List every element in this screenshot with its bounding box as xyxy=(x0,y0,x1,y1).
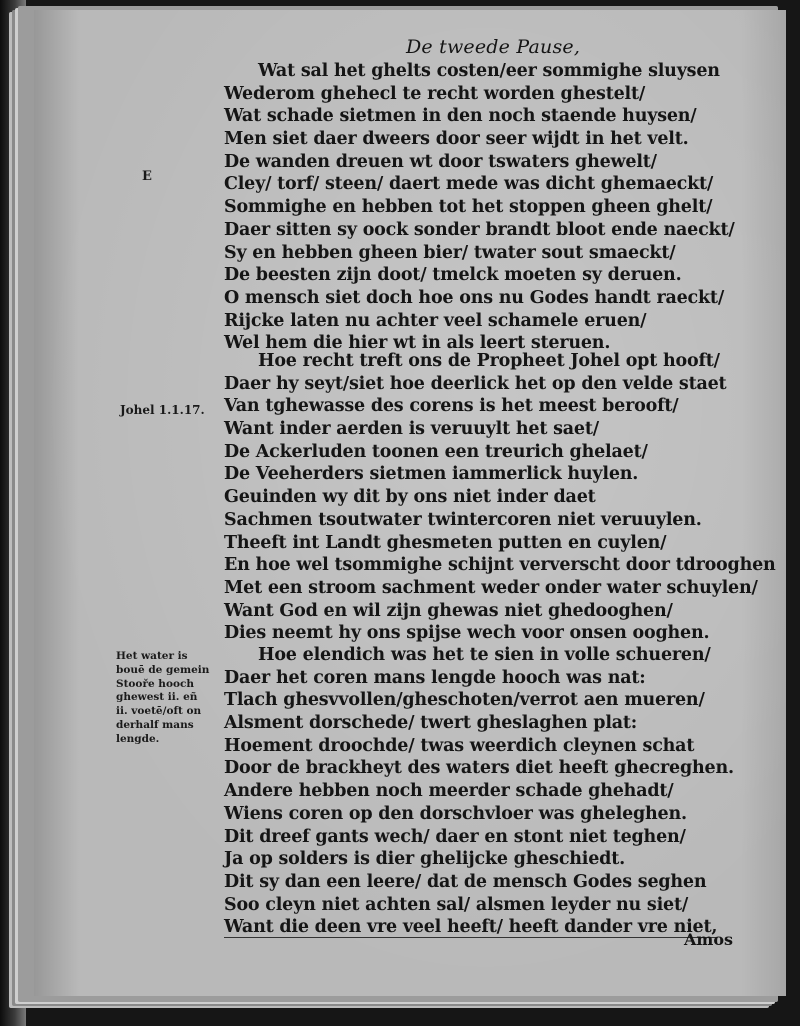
margin-note-line: lengde. xyxy=(116,732,160,745)
verse-line-text: Want die deen vre veel heeft/ heeft dander vre niet, xyxy=(224,917,718,938)
verse-line: Hoe elendich was het te sien in volle schueren/ xyxy=(258,645,711,665)
verse-line: Daer het coren mans lengde hooch was nat: xyxy=(224,667,646,688)
margin-reference: Johel 1.1.17. xyxy=(120,403,205,417)
verse-line xyxy=(224,916,734,939)
verse-line: Daer hy seyt/siet hoe deerlick het op den velde staet xyxy=(224,373,727,394)
margin-note-line: bouē de gemein xyxy=(116,663,210,676)
stanza-1 xyxy=(224,60,735,355)
verse-line: Want God en wil zijn ghewas niet ghedooghen/ xyxy=(224,600,673,621)
verse-line: Alsment dorschede/ twert gheslaghen plat: xyxy=(224,713,638,734)
verse-line: Met een stroom sachment weder onder water schuylen/ xyxy=(224,577,758,598)
verse-line: Door de brackheyt des waters diet heeft ghecreghen. xyxy=(224,758,734,779)
verse-line: De Veeherders sietmen iammerlick huylen. xyxy=(224,464,639,485)
verse-line: Want inder aerden is veruuylt het saet/ xyxy=(224,419,599,440)
verse-line: Theeft int Landt ghesmeten putten en cuylen/ xyxy=(224,532,667,553)
book-page xyxy=(34,10,786,996)
verse-line: Wel hem die hier wt in als leert steruen. xyxy=(224,333,611,354)
verse-line: De wanden dreuen wt door tswaters ghewelt/ xyxy=(224,151,657,172)
verse-line: En hoe wel tsommighe schijnt ververscht door tdrooghen xyxy=(224,555,776,576)
verse-line: Daer sitten sy oock sonder brandt bloot ende naeckt/ xyxy=(224,219,735,240)
verse-line: Tlach ghesvvollen/gheschoten/verrot aen mueren/ xyxy=(224,690,705,711)
running-head: De tweede Pause, xyxy=(406,36,581,58)
margin-note-line: derhalf mans xyxy=(116,718,194,731)
verse-line: Hoement droochde/ twas weerdich cleynen schat xyxy=(224,735,695,756)
verse-line: Dit sy dan een leere/ dat de mensch Godes seghen xyxy=(224,871,707,892)
verse-line: Sachmen tsoutwater twintercoren niet veruuylen. xyxy=(224,509,702,530)
verse-line: De Ackerluden toonen een treurich ghelaet/ xyxy=(224,441,648,462)
verse-line: De beesten zijn doot/ tmelck moeten sy deruen. xyxy=(224,265,682,286)
verse-line: Soo cleyn niet achten sal/ alsmen leyder nu siet/ xyxy=(224,894,689,915)
verse-line: O mensch siet doch hoe ons nu Godes handt raeckt/ xyxy=(224,287,725,308)
margin-note-line: ii. voetē/oft on xyxy=(116,705,202,718)
margin-mark: E xyxy=(142,169,152,184)
verse-line: Men siet daer dweers door seer wijdt in het velt. xyxy=(224,129,689,150)
verse-line: Ja op solders is dier ghelijcke gheschiedt. xyxy=(224,849,625,870)
verse-line: Dies neemt hy ons spijse wech voor onsen ooghen. xyxy=(224,623,710,644)
margin-note-line: ghewest ii. eñ xyxy=(116,691,198,704)
verse-line: Wat schade sietmen in den noch staende huysen/ xyxy=(224,106,697,127)
verse-line: Cley/ torf/ steen/ daert mede was dicht ghemaeckt/ xyxy=(224,174,714,195)
margin-note-line: Het water is xyxy=(116,650,188,662)
verse-line: Sy en hebben gheen bier/ twater sout smaeckt/ xyxy=(224,242,676,263)
verse-line: Rijcke laten nu achter veel schamele eruen/ xyxy=(224,310,647,331)
margin-note xyxy=(116,650,209,747)
margin-note-line: Stooře hooch xyxy=(116,677,194,690)
stanza-3 xyxy=(224,644,734,939)
verse-line: Sommighe en hebben tot het stoppen gheen ghelt/ xyxy=(224,197,713,218)
verse-line: Wat sal het ghelts costen/eer sommighe sluysen xyxy=(258,61,720,81)
verse-line: Wiens coren op den dorschvloer was gheleghen. xyxy=(224,803,687,824)
stanza-2 xyxy=(224,350,776,645)
catchword: Amos xyxy=(684,930,734,949)
verse-line: Hoe recht treft ons de Propheet Johel opt hooft/ xyxy=(258,351,720,371)
verse-line: Wederom ghehecl te recht worden ghestelt/ xyxy=(224,83,646,104)
verse-line: Van tghewasse des corens is het meest berooft/ xyxy=(224,396,679,417)
verse-line: Andere hebben noch meerder schade ghehadt/ xyxy=(224,781,674,802)
verse-line: Geuinden wy dit by ons niet inder daet xyxy=(224,487,596,508)
verse-line: Dit dreef gants wech/ daer en stont niet teghen/ xyxy=(224,826,686,847)
